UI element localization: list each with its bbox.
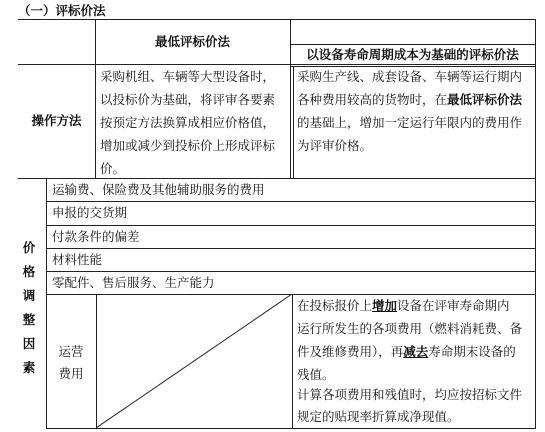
factor-row: 材料性能 <box>52 252 103 267</box>
emphasis-subtract: 减去 <box>403 344 429 359</box>
emphasis-add: 增加 <box>372 298 398 313</box>
diagonal-slash <box>96 294 293 429</box>
operating-cost-label-2: 费用 <box>58 366 84 381</box>
header-lifecycle-cost: 以设备寿命周期成本为基础的评标价法 <box>306 47 519 62</box>
emphasis-lowest-price: 最低评标价法 <box>447 92 523 107</box>
factor-row: 付款条件的偏差 <box>52 229 140 244</box>
factor-row: 申报的交货期 <box>52 205 128 220</box>
operating-cost-label-1: 运营 <box>58 344 84 359</box>
header-lowest-price: 最低评标价法 <box>154 34 230 49</box>
section-title: （一）评标价法 <box>18 3 106 18</box>
operation-row-label: 操作方法 <box>31 113 82 128</box>
factor-row: 运输费、保险费及其他辅助服务的费用 <box>52 182 265 197</box>
factor-row: 零配件、售后服务、生产能力 <box>52 275 215 290</box>
